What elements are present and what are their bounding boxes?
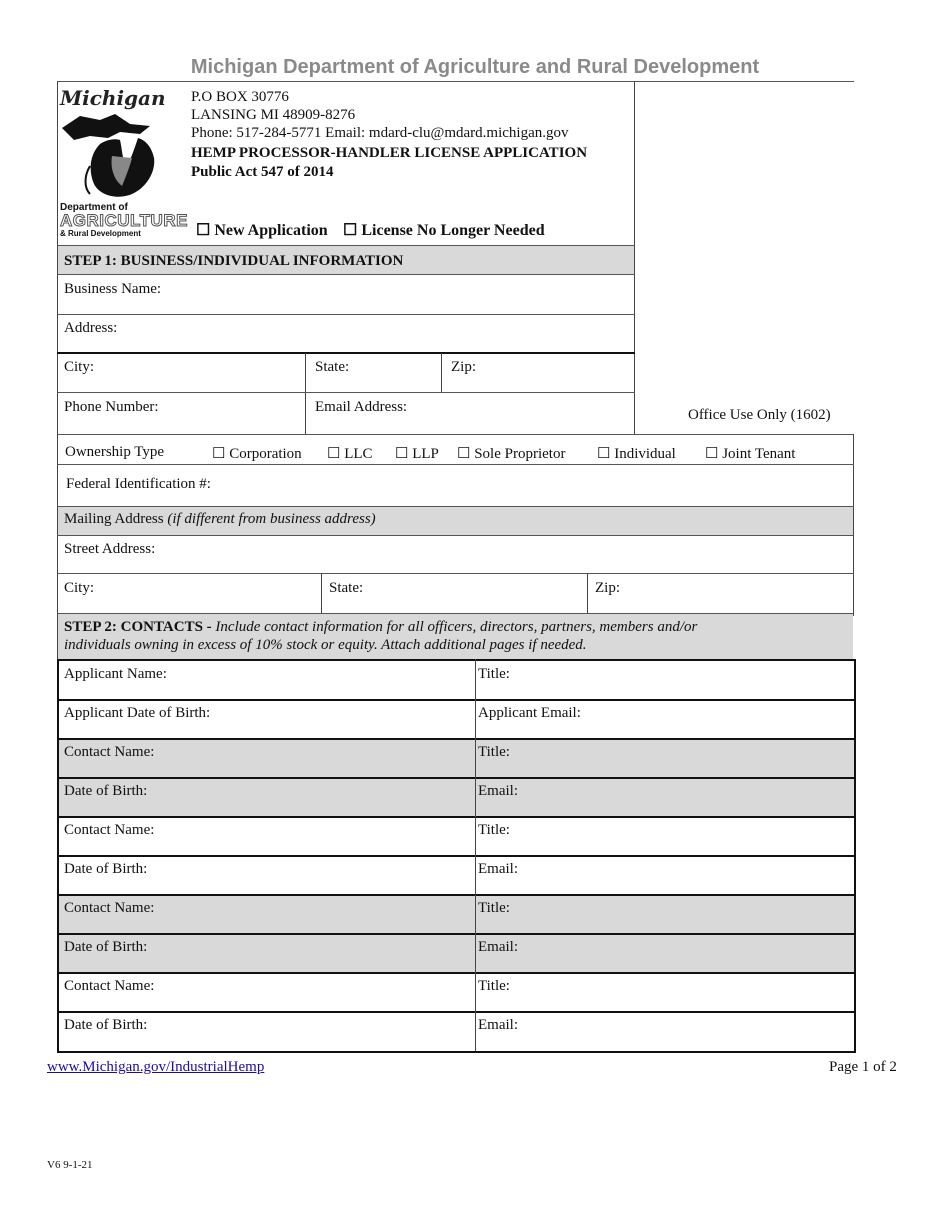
divider [321, 573, 322, 613]
contact-right-field[interactable]: Email: [478, 783, 518, 799]
contact-row-bg [59, 934, 854, 972]
contact-row-bg [59, 739, 854, 777]
divider [853, 434, 854, 616]
contact-right-field[interactable]: Title: [478, 978, 510, 994]
contact-right-field[interactable]: Title: [478, 900, 510, 916]
contact-left-field[interactable]: Date of Birth: [64, 939, 148, 955]
contact-right-field[interactable]: Email: [478, 861, 518, 877]
contact-left-field[interactable]: Contact Name: [64, 822, 155, 838]
contact-row-bg [59, 895, 854, 933]
contact-row-divider [57, 894, 854, 896]
contact-right-field[interactable]: Title: [478, 822, 510, 838]
page-number: Page 1 of 2 [829, 1059, 897, 1075]
divider [57, 352, 635, 354]
divider [305, 353, 306, 434]
mailing-heading-text: Mailing Address [64, 511, 164, 527]
version-label: V6 9-1-21 [47, 1159, 93, 1171]
contact-row-divider [57, 777, 854, 779]
contact-left-field[interactable]: Date of Birth: [64, 861, 148, 877]
contact-row-divider [57, 699, 854, 701]
contact-row-divider [57, 738, 854, 740]
divider [57, 573, 854, 574]
federal-id-field[interactable]: Federal Identification #: [66, 476, 211, 492]
divider [441, 353, 442, 393]
michigan-map-icon [60, 110, 160, 200]
ownership-joint-tenant-checkbox[interactable]: ☐ Joint Tenant [705, 446, 796, 462]
industrial-hemp-link[interactable]: www.Michigan.gov/IndustrialHemp [47, 1059, 265, 1075]
logo-rural-text: & Rural Development [60, 229, 141, 238]
step1-heading: STEP 1: BUSINESS/INDIVIDUAL INFORMATION [64, 253, 404, 269]
contact-left-field[interactable]: Contact Name: [64, 900, 155, 916]
address-field[interactable]: Address: [64, 320, 118, 336]
step2-note-line2: individuals owning in excess of 10% stock or equity. Attach additional pages if needed. [64, 637, 587, 653]
contact-left-field[interactable]: Date of Birth: [64, 783, 148, 799]
step2-heading-block [64, 618, 844, 654]
mailing-heading [64, 511, 376, 528]
form-title: HEMP PROCESSOR-HANDLER LICENSE APPLICATION [191, 145, 588, 161]
divider [57, 434, 854, 435]
divider [57, 274, 635, 275]
logo-michigan-text: Michigan [60, 86, 166, 110]
contact-left-field[interactable]: Date of Birth: [64, 1017, 148, 1033]
zip-field[interactable]: Zip: [451, 359, 476, 375]
contact-left-field[interactable]: Contact Name: [64, 744, 155, 760]
contact-right-field[interactable]: Email: [478, 939, 518, 955]
contact-right-field[interactable]: Title: [478, 744, 510, 760]
office-use-label: Office Use Only (1602) [688, 407, 831, 423]
contact-left-field[interactable]: Contact Name: [64, 978, 155, 994]
mail-state-field[interactable]: State: [329, 580, 364, 596]
contact-row-divider [57, 933, 854, 935]
email-field[interactable]: Email Address: [315, 399, 408, 415]
public-act: Public Act 547 of 2014 [191, 164, 334, 180]
contact-row-bg [59, 778, 854, 816]
logo-agriculture-text: AGRICULTURE [60, 211, 188, 230]
divider [57, 464, 854, 465]
contacts-column-divider [475, 659, 476, 1051]
contact-left-field[interactable]: Applicant Name: [64, 666, 167, 682]
address-line1: P.O BOX 30776 [191, 89, 289, 105]
license-no-longer-needed-checkbox[interactable]: ☐ License No Longer Needed [343, 222, 545, 239]
step2-note-line1: Include contact information for all officers, directors, partners, members and/or [215, 619, 698, 635]
contact-row-divider [57, 1011, 854, 1013]
mail-city-field[interactable]: City: [64, 580, 95, 596]
divider [587, 573, 588, 613]
contact-right-field[interactable]: Applicant Email: [478, 705, 581, 721]
ownership-type-label: Ownership Type [65, 444, 165, 460]
contact-row-divider [57, 816, 854, 818]
mail-zip-field[interactable]: Zip: [595, 580, 620, 596]
phone-field[interactable]: Phone Number: [64, 399, 159, 415]
city-field[interactable]: City: [64, 359, 95, 375]
divider [57, 535, 854, 536]
ownership-individual-checkbox[interactable]: ☐ Individual [597, 446, 676, 462]
mdard-logo [60, 86, 188, 238]
ownership-llp-checkbox[interactable]: ☐ LLP [395, 446, 439, 462]
logo-dept-text: Department of [60, 202, 128, 213]
address-line2: LANSING MI 48909-8276 [191, 107, 356, 123]
ownership-llc-checkbox[interactable]: ☐ LLC [327, 446, 373, 462]
header-right-border [634, 81, 635, 435]
top-border [57, 81, 854, 82]
contact-right-field[interactable]: Title: [478, 666, 510, 682]
contact-left-field[interactable]: Applicant Date of Birth: [64, 705, 211, 721]
divider [57, 245, 635, 246]
new-application-checkbox[interactable]: ☐ New Application [196, 222, 328, 239]
business-name-field[interactable]: Business Name: [64, 281, 162, 297]
ownership-corporation-checkbox[interactable]: ☐ Corporation [212, 446, 302, 462]
divider [57, 392, 635, 393]
divider [57, 314, 635, 315]
contact-right-field[interactable]: Email: [478, 1017, 518, 1033]
ownership-sole-proprietor-checkbox[interactable]: ☐ Sole Proprietor [457, 446, 566, 462]
step2-heading: STEP 2: CONTACTS - [64, 619, 212, 635]
mailing-heading-note: (if different from business address) [167, 511, 376, 527]
state-field[interactable]: State: [315, 359, 350, 375]
contact-row-divider [57, 855, 854, 857]
contact-row-divider [57, 972, 854, 974]
street-address-field[interactable]: Street Address: [64, 541, 156, 557]
contact-line: Phone: 517-284-5771 Email: mdard-clu@mdard.michigan.gov [191, 125, 569, 141]
page-title: Michigan Department of Agriculture and Rural Development [190, 56, 760, 78]
